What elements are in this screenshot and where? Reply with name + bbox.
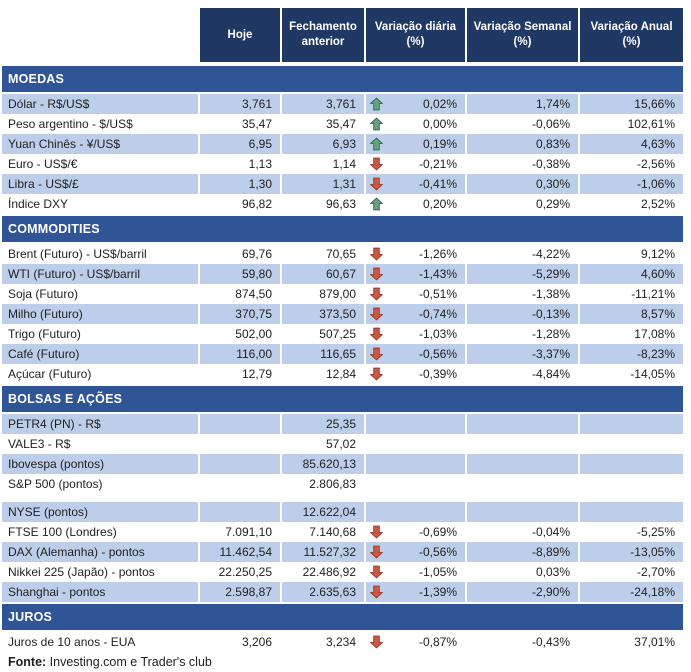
table-header [2, 8, 683, 62]
cell-variacao-diaria-value: -0,39% [418, 367, 457, 381]
cell-fechamento [282, 174, 364, 194]
table-row [2, 324, 683, 344]
cell-fechamento [282, 414, 364, 434]
column-header-fechamento-anterior: Fechamento anterior [282, 8, 364, 62]
down-arrow-icon [370, 248, 383, 261]
table-row [2, 414, 683, 434]
cell-variacao-anual-value: 9,12% [640, 247, 675, 261]
cell-hoje-value: 12,79 [241, 367, 272, 381]
column-header-hoje: Hoje [200, 8, 280, 62]
table-row [2, 582, 683, 602]
table-row [2, 284, 683, 304]
cell-hoje [200, 434, 280, 454]
cell-label: S&P 500 (pontos) [8, 477, 103, 491]
cell-label: Milho (Futuro) [2, 304, 198, 324]
cell-variacao-diaria-value: -0,74% [418, 307, 457, 321]
down-arrow-icon [370, 546, 383, 559]
cell-variacao-anual [580, 542, 683, 562]
cell-variacao-diaria [366, 344, 465, 364]
cell-variacao-semanal [467, 174, 578, 194]
cell-label: Trigo (Futuro) [8, 327, 81, 341]
cell-variacao-diaria-value: -1,05% [418, 565, 457, 579]
cell-variacao-anual [580, 364, 683, 384]
cell-hoje [200, 94, 280, 114]
down-arrow-icon [370, 526, 383, 539]
cell-variacao-diaria [366, 114, 465, 134]
cell-variacao-anual-value: -13,05% [630, 545, 675, 559]
cell-variacao-semanal [467, 324, 578, 344]
cell-variacao-anual-value: 17,08% [634, 327, 675, 341]
down-arrow-icon [370, 158, 383, 171]
up-arrow-icon [370, 98, 383, 111]
cell-label: Libra - US$/£ [2, 174, 198, 194]
cell-variacao-semanal [467, 522, 578, 542]
cell-label: NYSE (pontos) [2, 502, 198, 522]
cell-variacao-semanal [467, 562, 578, 582]
cell-fechamento [282, 542, 364, 562]
cell-fechamento-value: 3,234 [325, 635, 356, 649]
cell-variacao-diaria [366, 304, 465, 324]
down-arrow-icon [370, 328, 383, 341]
cell-variacao-semanal-value: -1,38% [531, 287, 570, 301]
cell-variacao-anual-value: -2,70% [636, 565, 675, 579]
table-row [2, 114, 683, 134]
table-row [2, 434, 683, 454]
cell-fechamento [282, 632, 364, 652]
cell-variacao-semanal [467, 632, 578, 652]
down-arrow-icon [370, 308, 383, 321]
cell-variacao-anual-value: -11,21% [631, 287, 675, 301]
cell-variacao-semanal-value: -0,04% [531, 525, 570, 539]
cell-hoje-value: 116,00 [236, 347, 272, 361]
cell-fechamento-value: 1,14 [332, 157, 356, 171]
cell-variacao-semanal-value: 1,74% [535, 97, 570, 111]
row-spacer [2, 494, 683, 502]
cell-variacao-semanal [467, 114, 578, 134]
cell-variacao-diaria-value: -0,56% [418, 347, 457, 361]
cell-variacao-anual [580, 134, 683, 154]
cell-variacao-anual [580, 284, 683, 304]
cell-variacao-anual-value: 4,60% [640, 267, 675, 281]
cell-variacao-anual-value: 8,57% [640, 307, 675, 321]
cell-fechamento [282, 562, 364, 582]
cell-fechamento [282, 134, 364, 154]
cell-variacao-semanal-value: -0,06% [531, 117, 570, 131]
cell-variacao-anual [580, 562, 683, 582]
cell-variacao-semanal [467, 304, 578, 324]
cell-variacao-anual-value: 2,52% [640, 197, 675, 211]
cell-hoje [200, 522, 280, 542]
table-row [2, 304, 683, 324]
cell-variacao-semanal [467, 364, 578, 384]
cell-hoje-value: 35,47 [241, 117, 272, 131]
cell-variacao-semanal-value: 0,83% [535, 137, 570, 151]
table-row [2, 264, 683, 284]
cell-variacao-diaria [366, 284, 465, 304]
cell-hoje [200, 134, 280, 154]
cell-label: Yuan Chinês - ¥/US$ [2, 134, 198, 154]
cell-variacao-diaria [366, 632, 465, 652]
cell-hoje [200, 114, 280, 134]
cell-variacao-diaria-value: -1,26% [418, 247, 457, 261]
cell-fechamento [282, 264, 364, 284]
cell-hoje-value: 1,30 [248, 177, 272, 191]
cell-variacao-semanal [467, 284, 578, 304]
cell-label: Brent (Futuro) - US$/barril [8, 247, 147, 261]
section-header-moedas: MOEDAS [2, 66, 683, 92]
cell-label: Euro - US$/€ [8, 157, 78, 171]
cell-variacao-semanal [467, 434, 578, 454]
cell-hoje [200, 542, 280, 562]
cell-hoje-value: 59,80 [241, 267, 272, 281]
cell-variacao-semanal [467, 454, 578, 474]
cell-fechamento [282, 154, 364, 174]
cell-label: Café (Futuro) [2, 344, 198, 364]
up-arrow-icon [370, 138, 383, 151]
cell-fechamento [282, 284, 364, 304]
cell-label: WTI (Futuro) - US$/barril [2, 264, 198, 284]
cell-fechamento-value: 70,65 [325, 247, 356, 261]
cell-variacao-semanal [467, 582, 578, 602]
table-row [2, 542, 683, 562]
down-arrow-icon [370, 268, 383, 281]
cell-hoje-value: 96,82 [241, 197, 272, 211]
cell-variacao-diaria [366, 174, 465, 194]
source-line [2, 655, 683, 669]
cell-label: Shanghai - pontos [2, 582, 198, 602]
cell-variacao-anual [580, 304, 683, 324]
section-header-juros: JUROS [2, 604, 683, 630]
cell-variacao-semanal-value: -1,28% [531, 327, 570, 341]
cell-variacao-anual-value: 102,61% [627, 117, 675, 131]
cell-variacao-diaria-value: -0,51% [418, 287, 457, 301]
cell-variacao-anual [580, 174, 683, 194]
cell-variacao-semanal [467, 502, 578, 522]
cell-variacao-semanal [467, 94, 578, 114]
cell-variacao-semanal [467, 154, 578, 174]
cell-hoje [200, 244, 280, 264]
cell-variacao-anual-value: -5,25% [636, 525, 675, 539]
cell-label: Índice DXY [8, 197, 69, 211]
cell-variacao-diaria [366, 434, 465, 454]
cell-hoje [200, 414, 280, 434]
up-arrow-icon [370, 118, 383, 131]
down-arrow-icon [370, 348, 383, 361]
table-row [2, 154, 683, 174]
cell-variacao-semanal [467, 194, 578, 214]
cell-variacao-diaria-value: -1,43% [418, 267, 457, 281]
cell-label: Soja (Futuro) [8, 287, 79, 301]
down-arrow-icon [370, 288, 383, 301]
cell-hoje-value: 22.250,25 [218, 565, 272, 579]
cell-fechamento-value: 12.622,04 [302, 505, 356, 519]
cell-variacao-semanal [467, 414, 578, 434]
cell-variacao-diaria-value: -0,21% [418, 157, 457, 171]
column-header-variacao-diaria: Variação diária (%) [366, 8, 465, 62]
cell-fechamento-value: 12,84 [325, 367, 356, 381]
cell-variacao-anual-value: -8,23% [636, 347, 675, 361]
cell-variacao-semanal-value: -4,22% [531, 247, 570, 261]
cell-fechamento-value: 25,35 [325, 417, 356, 431]
cell-variacao-anual [580, 454, 683, 474]
cell-hoje-value: 6,95 [248, 137, 272, 151]
cell-variacao-semanal-value: 0,30% [535, 177, 570, 191]
cell-hoje [200, 562, 280, 582]
cell-variacao-semanal [467, 244, 578, 264]
cell-hoje [200, 502, 280, 522]
cell-label: Nikkei 225 (Japão) - pontos [8, 565, 155, 579]
cell-variacao-semanal [467, 264, 578, 284]
section-header-bolsas-e-acoes: BOLSAS E AÇÕES [2, 386, 683, 412]
cell-variacao-anual-value: -2,56% [636, 157, 675, 171]
cell-hoje [200, 154, 280, 174]
cell-variacao-anual [580, 632, 683, 652]
cell-variacao-diaria [366, 324, 465, 344]
column-header-variacao-anual: Variação Anual (%) [580, 8, 683, 62]
cell-hoje [200, 454, 280, 474]
cell-hoje-value: 7.091,10 [225, 525, 272, 539]
cell-variacao-semanal-value: 0,03% [535, 565, 570, 579]
cell-hoje-value: 11.462,54 [219, 545, 272, 559]
cell-variacao-anual [580, 154, 683, 174]
cell-hoje-value: 2.598,87 [225, 585, 272, 599]
cell-variacao-diaria-value: 0,02% [422, 97, 457, 111]
column-header-variacao-semanal: Variação Semanal (%) [467, 8, 578, 62]
cell-label: FTSE 100 (Londres) [8, 525, 117, 539]
cell-variacao-diaria [366, 474, 465, 494]
cell-hoje [200, 474, 280, 494]
down-arrow-icon [370, 178, 383, 191]
cell-variacao-semanal-value: -4,84% [531, 367, 570, 381]
cell-variacao-diaria-value: -0,87% [418, 635, 457, 649]
cell-variacao-diaria-value: 0,19% [422, 137, 457, 151]
cell-variacao-anual [580, 94, 683, 114]
cell-variacao-diaria-value: -0,69% [418, 525, 457, 539]
table-body [2, 66, 683, 652]
table-row [2, 244, 683, 264]
table-row [2, 474, 683, 494]
up-arrow-icon [370, 198, 383, 211]
cell-variacao-semanal-value: -8,89% [531, 545, 570, 559]
cell-variacao-anual [580, 522, 683, 542]
cell-fechamento-value: 60,67 [325, 267, 356, 281]
cell-variacao-anual-value: 15,66% [634, 97, 675, 111]
table-row [2, 94, 683, 114]
cell-hoje-value: 69,76 [241, 247, 272, 261]
cell-fechamento [282, 114, 364, 134]
cell-variacao-anual [580, 474, 683, 494]
source-label: Fonte: [8, 655, 47, 669]
cell-hoje [200, 632, 280, 652]
cell-variacao-diaria [366, 364, 465, 384]
cell-fechamento [282, 474, 364, 494]
cell-variacao-semanal-value: -3,37% [531, 347, 570, 361]
cell-variacao-diaria-value: -1,03% [418, 327, 457, 341]
cell-variacao-diaria [366, 522, 465, 542]
cell-label: Juros de 10 anos - EUA [8, 635, 136, 649]
cell-fechamento [282, 194, 364, 214]
cell-variacao-diaria [366, 454, 465, 474]
down-arrow-icon [370, 586, 383, 599]
cell-hoje-value: 3,761 [241, 97, 272, 111]
cell-hoje [200, 194, 280, 214]
section-header-commodities: COMMODITIES [2, 216, 683, 242]
cell-fechamento [282, 244, 364, 264]
cell-fechamento [282, 324, 364, 344]
cell-variacao-diaria-value: -1,39% [418, 585, 457, 599]
cell-variacao-semanal-value: -2,90% [531, 585, 570, 599]
cell-variacao-diaria [366, 194, 465, 214]
cell-variacao-semanal [467, 474, 578, 494]
cell-fechamento [282, 582, 364, 602]
cell-hoje-value: 874,50 [235, 287, 272, 301]
cell-fechamento [282, 364, 364, 384]
cell-variacao-anual [580, 244, 683, 264]
cell-fechamento-value: 3,761 [325, 97, 356, 111]
cell-variacao-diaria-value: 0,00% [422, 117, 457, 131]
cell-hoje-value: 1,13 [248, 157, 272, 171]
cell-variacao-anual-value: -14,05% [630, 367, 675, 381]
table-row [2, 562, 683, 582]
cell-fechamento [282, 94, 364, 114]
cell-variacao-semanal [467, 344, 578, 364]
cell-hoje [200, 582, 280, 602]
cell-fechamento-value: 85.620,13 [302, 457, 356, 471]
cell-hoje-value: 3,206 [241, 635, 272, 649]
table-row [2, 522, 683, 542]
table-row [2, 632, 683, 652]
cell-variacao-anual-value: 4,63% [640, 137, 675, 151]
cell-label: VALE3 - R$ [8, 437, 71, 451]
cell-fechamento [282, 304, 364, 324]
cell-variacao-semanal-value: 0,29% [535, 197, 570, 211]
cell-variacao-diaria-value: -0,41% [418, 177, 457, 191]
cell-variacao-semanal-value: -5,29% [531, 267, 570, 281]
cell-variacao-anual [580, 324, 683, 344]
cell-fechamento [282, 454, 364, 474]
cell-fechamento-value: 2.635,63 [309, 585, 356, 599]
cell-variacao-anual [580, 114, 683, 134]
cell-fechamento-value: 22.486,92 [302, 565, 356, 579]
cell-variacao-anual [580, 344, 683, 364]
cell-variacao-semanal [467, 542, 578, 562]
cell-hoje [200, 324, 280, 344]
corner-cell [2, 8, 198, 62]
cell-hoje-value: 502,00 [235, 327, 272, 341]
table-row [2, 194, 683, 214]
cell-variacao-anual [580, 414, 683, 434]
cell-variacao-diaria-value: 0,20% [422, 197, 457, 211]
cell-fechamento-value: 6,93 [332, 137, 356, 151]
table-row [2, 134, 683, 154]
cell-label: Ibovespa (pontos) [2, 454, 198, 474]
table-row [2, 364, 683, 384]
cell-variacao-semanal-value: -0,38% [531, 157, 570, 171]
cell-variacao-anual [580, 264, 683, 284]
cell-variacao-diaria-value: -0,56% [418, 545, 457, 559]
cell-variacao-anual [580, 502, 683, 522]
cell-label: DAX (Alemanha) - pontos [2, 542, 198, 562]
cell-variacao-diaria [366, 94, 465, 114]
table-row [2, 454, 683, 474]
cell-fechamento-value: 879,00 [319, 287, 356, 301]
down-arrow-icon [370, 566, 383, 579]
down-arrow-icon [370, 636, 383, 649]
cell-fechamento-value: 7.140,68 [309, 525, 356, 539]
cell-fechamento-value: 2.806,83 [309, 477, 356, 491]
cell-hoje [200, 304, 280, 324]
cell-fechamento-value: 116,65 [320, 347, 356, 361]
cell-label: Açúcar (Futuro) [8, 367, 92, 381]
cell-variacao-diaria [366, 134, 465, 154]
cell-fechamento-value: 1,31 [332, 177, 356, 191]
cell-hoje [200, 264, 280, 284]
down-arrow-icon [370, 368, 383, 381]
cell-variacao-semanal-value: -0,13% [531, 307, 570, 321]
cell-hoje [200, 284, 280, 304]
financial-table [2, 8, 683, 652]
cell-label: Peso argentino - $/US$ [8, 117, 133, 131]
cell-variacao-semanal-value: -0,43% [531, 635, 570, 649]
cell-variacao-semanal [467, 134, 578, 154]
cell-fechamento-value: 57,02 [325, 437, 356, 451]
cell-variacao-anual-value: 37,01% [634, 635, 675, 649]
cell-variacao-anual [580, 194, 683, 214]
table-row [2, 344, 683, 364]
cell-fechamento [282, 522, 364, 542]
cell-variacao-diaria [366, 542, 465, 562]
cell-label: Dólar - R$/US$ [2, 94, 198, 114]
cell-variacao-diaria [366, 244, 465, 264]
cell-fechamento [282, 502, 364, 522]
cell-fechamento-value: 35,47 [325, 117, 356, 131]
cell-hoje [200, 174, 280, 194]
cell-variacao-diaria [366, 264, 465, 284]
cell-fechamento [282, 434, 364, 454]
table-row [2, 502, 683, 522]
cell-variacao-anual [580, 434, 683, 454]
cell-hoje [200, 344, 280, 364]
cell-variacao-diaria [366, 154, 465, 174]
cell-fechamento-value: 96,63 [325, 197, 356, 211]
source-text: Investing.com e Trader's club [46, 655, 212, 669]
cell-variacao-anual-value: -1,06% [636, 177, 675, 191]
cell-variacao-diaria [366, 502, 465, 522]
cell-label: PETR4 (PN) - R$ [2, 414, 198, 434]
cell-fechamento [282, 344, 364, 364]
cell-hoje-value: 370,75 [235, 307, 272, 321]
cell-fechamento-value: 11.527,32 [303, 545, 356, 559]
cell-fechamento-value: 507,25 [319, 327, 356, 341]
cell-variacao-anual-value: -24,18% [630, 585, 675, 599]
cell-variacao-anual [580, 582, 683, 602]
cell-variacao-diaria [366, 414, 465, 434]
cell-hoje [200, 364, 280, 384]
cell-fechamento-value: 373,50 [319, 307, 356, 321]
table-row [2, 174, 683, 194]
cell-variacao-diaria [366, 582, 465, 602]
cell-variacao-diaria [366, 562, 465, 582]
